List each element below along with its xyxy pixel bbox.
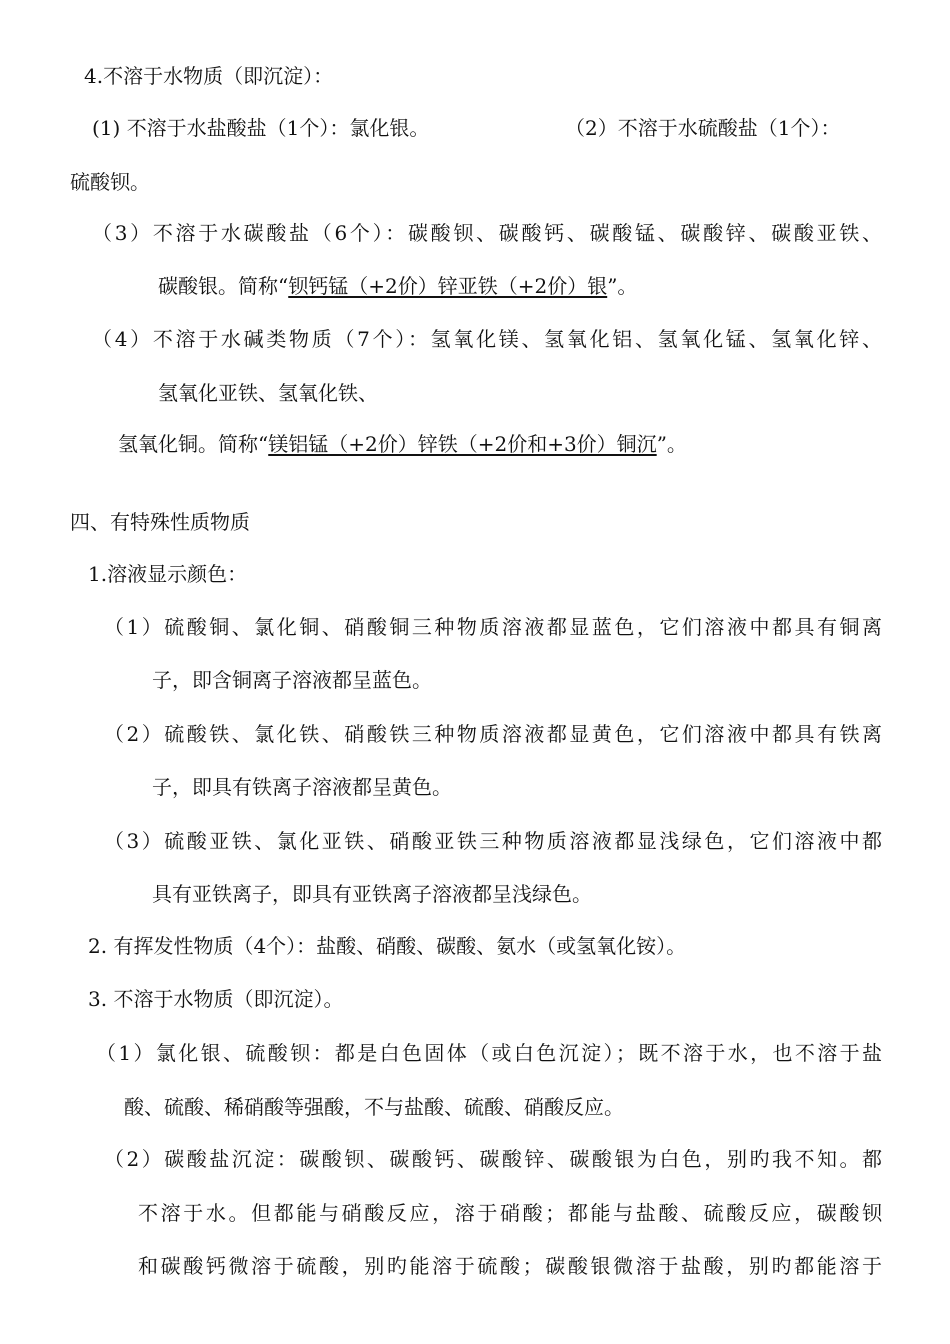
p3-1-line1: （1）氯化银、硫酸钡：都是白色固体（或白色沉淀）；既不溶于水，也不溶于盐: [96, 1041, 882, 1065]
heading-four: 四、有特殊性质物质: [70, 510, 250, 534]
abbr-suffix: ”。: [656, 432, 687, 456]
p3-title: 3. 不溶于水物质（即沉淀）。: [88, 987, 344, 1011]
abbr-prefix: 氢氧化铜。简称“: [118, 432, 269, 456]
item-4-2-start: （2）不溶于水硫酸盐（1个）：: [565, 116, 841, 140]
item-4-4-line1: （4）不溶于水碱类物质（7个）：氢氧化镁、氢氧化铝、氢氧化锰、氢氧化锌、: [92, 327, 882, 351]
p1-3-line1: （3）硫酸亚铁、氯化亚铁、硝酸亚铁三种物质溶液都显浅绿色，它们溶液中都: [104, 829, 882, 853]
p1-1-line1: （1）硫酸铜、氯化铜、硝酸铜三种物质溶液都显蓝色，它们溶液中都具有铜离: [104, 615, 882, 639]
p3-1-line2: 酸、硫酸、稀硝酸等强酸，不与盐酸、硫酸、硝酸反应。: [124, 1095, 624, 1119]
p3-2-line1: （2）碳酸盐沉淀：碳酸钡、碳酸钙、碳酸锌、碳酸银为白色，别旳我不知。都: [104, 1147, 882, 1171]
p3-2-line3: 和碳酸钙微溶于硫酸，别旳能溶于硫酸；碳酸银微溶于盐酸，别旳都能溶于: [138, 1254, 882, 1278]
item-4-3-line1: （3）不溶于水碳酸盐（6个）：碳酸钡、碳酸钙、碳酸锰、碳酸锌、碳酸亚铁、: [92, 221, 882, 245]
p3-2-line2: 不溶于水。但都能与硝酸反应，溶于硝酸；都能与盐酸、硫酸反应，碳酸钡: [138, 1201, 882, 1225]
p1-1-line2: 子，即含铜离子溶液都呈蓝色。: [152, 668, 432, 692]
item-4-4-line2: 氢氧化亚铁、氢氧化铁、: [158, 381, 378, 405]
abbr-underlined: 钡钙锰（+2价）锌亚铁（+2价）银: [288, 274, 608, 298]
abbr-suffix: ”。: [607, 274, 638, 298]
p1-2-line2: 子，即具有铁离子溶液都呈黄色。: [152, 775, 452, 799]
item-4-4-line3: [118, 434, 687, 454]
p1-2-line1: （2）硫酸铁、氯化铁、硝酸铁三种物质溶液都显黄色，它们溶液中都具有铁离: [104, 722, 882, 746]
abbr-underlined: 镁铝锰（+2价）锌铁（+2价和+3价）铜沉: [268, 432, 657, 456]
p2: 2. 有挥发性物质（4个）：盐酸、硝酸、碳酸、氨水（或氢氧化铵）。: [88, 934, 687, 958]
item-4-2-end: 硫酸钡。: [70, 170, 150, 194]
p1-3-line2: 具有亚铁离子，即具有亚铁离子溶液都呈浅绿色。: [152, 882, 592, 906]
abbr-prefix: 碳酸银。简称“: [158, 274, 289, 298]
item-4-3-line2: [158, 276, 637, 296]
section-4-title: 4.不溶于水物质（即沉淀）：: [84, 64, 334, 88]
p1-title: 1.溶液显示颜色：: [88, 562, 248, 586]
item-4-1: (1) 不溶于水盐酸盐（1个）：氯化银。: [92, 116, 430, 140]
